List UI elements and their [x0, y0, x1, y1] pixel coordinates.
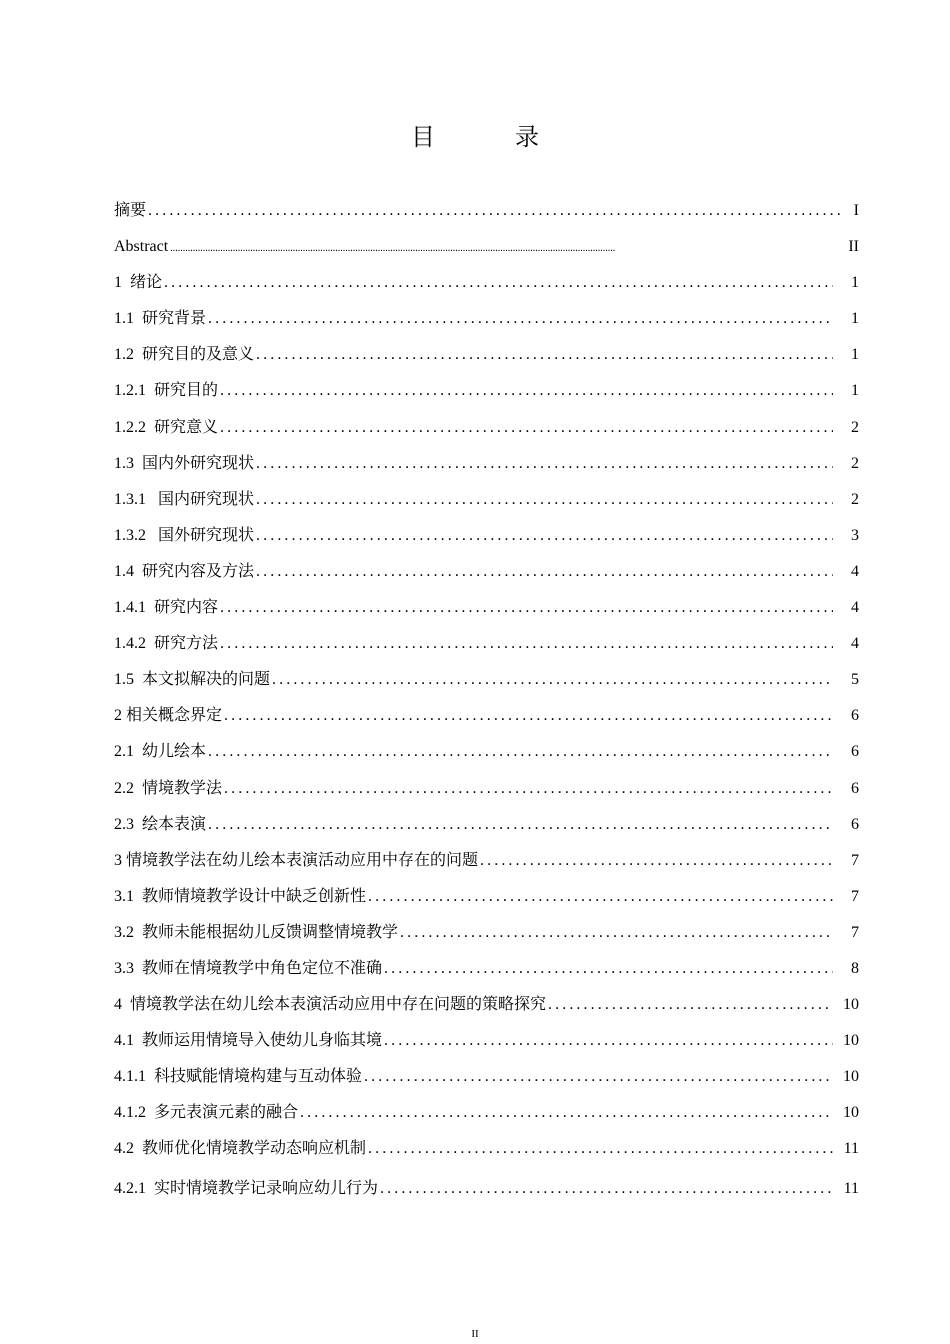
toc-entry-page: II	[848, 238, 859, 256]
toc-entry-label: 4.1.1 科技赋能情境构建与互动体验	[114, 1068, 363, 1086]
toc-entry-page: 2	[851, 454, 859, 472]
toc-leader-dots	[148, 193, 843, 229]
toc-entry-label: 1.4.1 研究内容	[114, 599, 219, 617]
toc-entry-page: 1	[851, 310, 859, 328]
toc-entry-label: 1.2.2 研究意义	[114, 418, 219, 436]
toc-leader-dots	[384, 1023, 833, 1059]
toc-entry-page: 3	[851, 526, 859, 544]
toc-entry[interactable]	[114, 410, 859, 446]
toc-entry[interactable]	[114, 337, 859, 373]
toc-entry[interactable]	[114, 554, 859, 590]
toc-entry[interactable]	[114, 482, 859, 518]
toc-entry-label: 1.5 本文拟解决的问题	[114, 671, 271, 689]
toc-entry-page: 6	[851, 779, 859, 797]
toc-entry-label: Abstract	[114, 238, 169, 256]
table-of-contents	[114, 193, 859, 1207]
toc-entry[interactable]	[114, 1171, 859, 1207]
toc-entry-label: 1.4 研究内容及方法	[114, 562, 255, 580]
toc-entry-page: 1	[851, 346, 859, 364]
toc-leader-dots	[208, 807, 833, 843]
toc-entry-label: 3 情境教学法在幼儿绘本表演活动应用中存在的问题	[114, 851, 479, 869]
toc-entry[interactable]	[114, 373, 859, 409]
toc-entry-label: 3.3 教师在情境教学中角色定位不准确	[114, 959, 383, 977]
toc-entry-label: 4.1 教师运用情境导入使幼儿身临其境	[114, 1032, 383, 1050]
toc-entry[interactable]	[114, 301, 859, 337]
toc-entry-page: 1	[851, 274, 859, 292]
toc-leader-dots	[170, 231, 843, 267]
toc-entry-page: 10	[843, 1104, 859, 1122]
toc-entry[interactable]	[114, 1095, 859, 1131]
toc-entry-label: 1 绪论	[114, 274, 163, 292]
toc-entry[interactable]	[114, 265, 859, 301]
toc-entry[interactable]	[114, 1059, 859, 1095]
toc-leader-dots	[300, 1095, 833, 1131]
toc-leader-dots	[256, 446, 833, 482]
toc-leader-dots	[256, 554, 833, 590]
toc-leader-dots	[220, 410, 833, 446]
toc-entry-page: 4	[851, 599, 859, 617]
toc-entry[interactable]	[114, 879, 859, 915]
toc-entry[interactable]	[114, 1023, 859, 1059]
toc-leader-dots	[548, 987, 833, 1023]
toc-entry[interactable]	[114, 446, 859, 482]
toc-entry-label: 2 相关概念界定	[114, 707, 223, 725]
toc-entry[interactable]	[114, 951, 859, 987]
toc-leader-dots	[364, 1059, 833, 1095]
toc-entry[interactable]	[114, 590, 859, 626]
toc-entry-label: 1.3.2 国外研究现状	[114, 526, 255, 544]
toc-leader-dots	[220, 373, 833, 409]
toc-entry[interactable]	[114, 518, 859, 554]
toc-entry-page: 4	[851, 562, 859, 580]
toc-entry-page: 4	[851, 635, 859, 653]
toc-entry[interactable]	[114, 915, 859, 951]
toc-leader-dots	[256, 518, 833, 554]
toc-entry-label: 3.2 教师未能根据幼儿反馈调整情境教学	[114, 923, 399, 941]
toc-entry[interactable]	[114, 843, 859, 879]
toc-leader-dots	[380, 1171, 833, 1207]
toc-entry-page: 6	[851, 743, 859, 761]
toc-leader-dots	[272, 662, 833, 698]
toc-entry-abstract-en[interactable]	[114, 229, 859, 265]
toc-entry-label: 4.2 教师优化情境教学动态响应机制	[114, 1140, 367, 1158]
toc-entry[interactable]	[114, 734, 859, 770]
toc-leader-dots	[224, 698, 833, 734]
toc-entry-label: 4.1.2 多元表演元素的融合	[114, 1104, 299, 1122]
toc-entry-page: 2	[851, 490, 859, 508]
toc-entry-page: 6	[851, 707, 859, 725]
toc-leader-dots	[224, 771, 833, 807]
toc-entry-abstract-cn[interactable]	[114, 193, 859, 229]
toc-entry-page: 2	[851, 418, 859, 436]
toc-entry-label: 4.2.1 实时情境教学记录响应幼儿行为	[114, 1179, 379, 1197]
toc-entry-page: 6	[851, 815, 859, 833]
toc-leader-dots	[220, 590, 833, 626]
page-number-footer: II	[471, 1328, 479, 1340]
toc-entry-page: 5	[851, 671, 859, 689]
toc-entry-label: 2.3 绘本表演	[114, 815, 207, 833]
toc-entry[interactable]	[114, 771, 859, 807]
toc-leader-dots	[400, 915, 833, 951]
toc-leader-dots	[164, 265, 833, 301]
toc-entry-label: 1.4.2 研究方法	[114, 635, 219, 653]
toc-entry-page: 11	[843, 1179, 859, 1197]
toc-entry[interactable]	[114, 807, 859, 843]
toc-entry-page: I	[853, 202, 859, 219]
toc-leader-dots	[384, 951, 833, 987]
toc-entry-page: 10	[843, 1032, 859, 1050]
toc-entry[interactable]	[114, 1131, 859, 1167]
toc-leader-dots	[256, 337, 833, 373]
toc-entry-page: 10	[843, 1068, 859, 1086]
toc-entry-label: 1.1 研究背景	[114, 310, 207, 328]
toc-entry-page: 1	[851, 382, 859, 400]
toc-entry-label: 2.2 情境教学法	[114, 779, 223, 797]
toc-leader-dots	[208, 301, 833, 337]
toc-leader-dots	[220, 626, 833, 662]
toc-entry-label: 1.2.1 研究目的	[114, 382, 219, 400]
toc-leader-dots	[208, 734, 833, 770]
toc-entry[interactable]	[114, 698, 859, 734]
toc-entry[interactable]	[114, 626, 859, 662]
toc-leader-dots	[368, 879, 833, 915]
toc-leader-dots	[256, 482, 833, 518]
toc-entry-page: 10	[843, 996, 859, 1014]
toc-entry-page: 7	[851, 923, 859, 941]
toc-leader-dots	[368, 1131, 833, 1167]
toc-entry-label: 摘要	[114, 202, 147, 219]
toc-entry-page: 8	[851, 959, 859, 977]
toc-entry-label: 1.3.1 国内研究现状	[114, 490, 255, 508]
toc-entry-label: 2.1 幼儿绘本	[114, 743, 207, 761]
toc-entry-page: 7	[851, 851, 859, 869]
toc-entry-label: 3.1 教师情境教学设计中缺乏创新性	[114, 887, 367, 905]
toc-entry-page: 11	[843, 1140, 859, 1158]
toc-entry-label: 1.2 研究目的及意义	[114, 346, 255, 364]
toc-entry-label: 1.3 国内外研究现状	[114, 454, 255, 472]
toc-entry[interactable]	[114, 662, 859, 698]
toc-entry-label: 4 情境教学法在幼儿绘本表演活动应用中存在问题的策略探究	[114, 996, 547, 1014]
page-title: 目 录	[411, 125, 567, 151]
toc-leader-dots	[480, 843, 833, 879]
toc-entry[interactable]	[114, 987, 859, 1023]
toc-entry-page: 7	[851, 887, 859, 905]
